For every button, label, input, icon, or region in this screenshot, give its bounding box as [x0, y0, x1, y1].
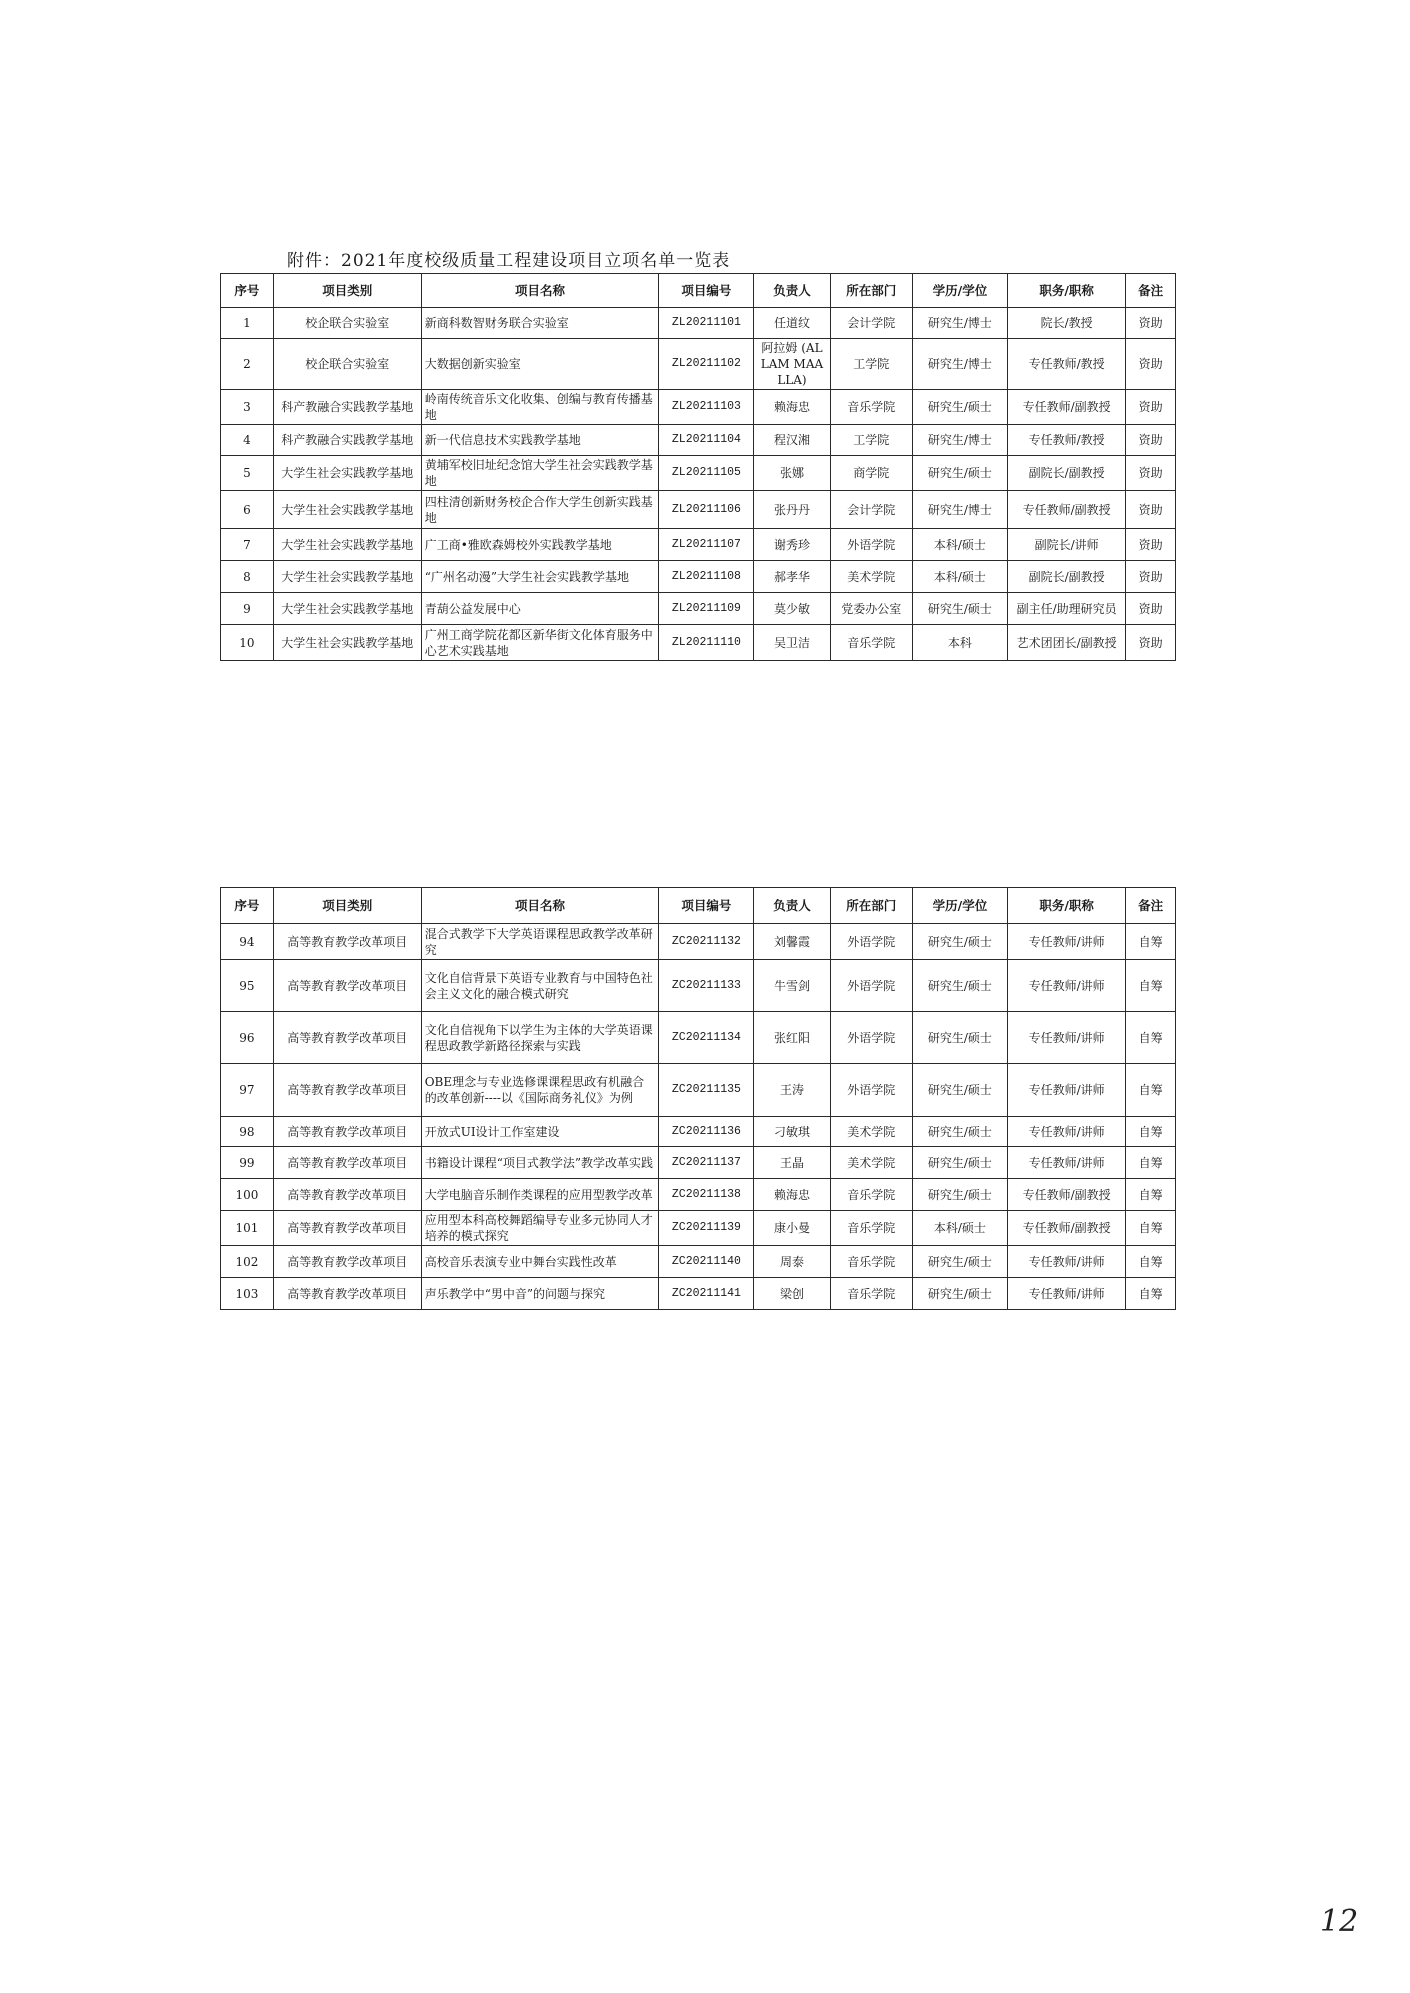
cell-leader: 阿拉姆 (ALLAM MAALLA) [754, 339, 830, 390]
cell-title: 副院长/讲师 [1007, 529, 1125, 561]
cell-name: 书籍设计课程“项目式教学法”教学改革实践 [421, 1147, 659, 1179]
cell-code: ZL20211103 [659, 390, 754, 425]
cell-degree: 研究生/硕士 [912, 1278, 1007, 1310]
cell-title: 专任教师/讲师 [1007, 1117, 1125, 1147]
cell-degree: 研究生/博士 [912, 425, 1007, 456]
cell-title: 副院长/副教授 [1007, 561, 1125, 593]
cell-title: 专任教师/讲师 [1007, 1064, 1125, 1117]
cell-department: 音乐学院 [830, 1278, 912, 1310]
cell-degree: 本科/硕士 [912, 1211, 1007, 1246]
cell-remark: 自筹 [1126, 1147, 1176, 1179]
page-title: 附件：2021年度校级质量工程建设项目立项名单一览表 [287, 251, 731, 271]
cell-name: 大数据创新实验室 [421, 339, 659, 390]
cell-department: 外语学院 [830, 960, 912, 1012]
header-degree: 学历/学位 [912, 274, 1007, 308]
cell-department: 党委办公室 [830, 593, 912, 625]
table-row [221, 1179, 1176, 1211]
cell-leader: 梁创 [754, 1278, 830, 1310]
cell-department: 外语学院 [830, 924, 912, 960]
cell-name: 文化自信背景下英语专业教育与中国特色社会主义文化的融合模式研究 [421, 960, 659, 1012]
cell-degree: 研究生/硕士 [912, 924, 1007, 960]
cell-department: 外语学院 [830, 1064, 912, 1117]
page-number: 12 [1320, 1904, 1359, 1939]
cell-remark: 资助 [1126, 308, 1176, 339]
cell-seq: 9 [221, 593, 274, 625]
cell-degree: 研究生/硕士 [912, 1246, 1007, 1278]
cell-leader: 康小曼 [754, 1211, 830, 1246]
cell-seq: 10 [221, 625, 274, 661]
table-row [221, 1246, 1176, 1278]
cell-title: 院长/教授 [1007, 308, 1125, 339]
cell-remark: 资助 [1126, 625, 1176, 661]
cell-degree: 研究生/硕士 [912, 1147, 1007, 1179]
cell-category: 大学生社会实践教学基地 [273, 456, 421, 491]
cell-degree: 本科 [912, 625, 1007, 661]
table-row [221, 1147, 1176, 1179]
cell-degree: 研究生/硕士 [912, 456, 1007, 491]
cell-title: 专任教师/讲师 [1007, 1278, 1125, 1310]
cell-degree: 研究生/硕士 [912, 1012, 1007, 1064]
cell-category: 科产教融合实践教学基地 [273, 390, 421, 425]
cell-seq: 101 [221, 1211, 274, 1246]
cell-seq: 4 [221, 425, 274, 456]
cell-seq: 6 [221, 491, 274, 529]
cell-name: 大学电脑音乐制作类课程的应用型教学改革 [421, 1179, 659, 1211]
table-row [221, 561, 1176, 593]
cell-name: 岭南传统音乐文化收集、创编与教育传播基地 [421, 390, 659, 425]
cell-name: 四柱清创新财务校企合作大学生创新实践基地 [421, 491, 659, 529]
cell-name: 高校音乐表演专业中舞台实践性改革 [421, 1246, 659, 1278]
table-row [221, 1278, 1176, 1310]
cell-title: 专任教师/副教授 [1007, 1211, 1125, 1246]
cell-seq: 103 [221, 1278, 274, 1310]
cell-degree: 研究生/博士 [912, 339, 1007, 390]
cell-category: 高等教育教学改革项目 [273, 1246, 421, 1278]
table-row [221, 593, 1176, 625]
cell-degree: 研究生/硕士 [912, 390, 1007, 425]
cell-seq: 3 [221, 390, 274, 425]
cell-name: 文化自信视角下以学生为主体的大学英语课程思政教学新路径探索与实践 [421, 1012, 659, 1064]
header-seq: 序号 [221, 888, 274, 924]
cell-leader: 赖海忠 [754, 1179, 830, 1211]
cell-code: ZC20211139 [659, 1211, 754, 1246]
cell-code: ZC20211140 [659, 1246, 754, 1278]
cell-category: 高等教育教学改革项目 [273, 1211, 421, 1246]
cell-category: 大学生社会实践教学基地 [273, 561, 421, 593]
cell-degree: 研究生/硕士 [912, 1117, 1007, 1147]
table-row [221, 456, 1176, 491]
cell-department: 工学院 [830, 339, 912, 390]
cell-name: 声乐教学中“男中音”的问题与探究 [421, 1278, 659, 1310]
cell-code: ZL20211105 [659, 456, 754, 491]
cell-leader: 王涛 [754, 1064, 830, 1117]
cell-leader: 刁敏琪 [754, 1117, 830, 1147]
cell-category: 高等教育教学改革项目 [273, 1117, 421, 1147]
cell-remark: 资助 [1126, 456, 1176, 491]
cell-category: 高等教育教学改革项目 [273, 1064, 421, 1117]
cell-department: 音乐学院 [830, 1211, 912, 1246]
header-name: 项目名称 [421, 888, 659, 924]
cell-seq: 97 [221, 1064, 274, 1117]
cell-name: 广州工商学院花都区新华街文化体育服务中心艺术实践基地 [421, 625, 659, 661]
project-table-2 [220, 887, 1176, 1310]
table-row [221, 1117, 1176, 1147]
table-row [221, 308, 1176, 339]
cell-title: 专任教师/讲师 [1007, 1246, 1125, 1278]
cell-seq: 102 [221, 1246, 274, 1278]
cell-remark: 资助 [1126, 491, 1176, 529]
cell-remark: 自筹 [1126, 1278, 1176, 1310]
cell-leader: 程汉湘 [754, 425, 830, 456]
header-remark: 备注 [1126, 274, 1176, 308]
table-header-row [221, 274, 1176, 308]
cell-title: 专任教师/讲师 [1007, 924, 1125, 960]
cell-department: 音乐学院 [830, 1179, 912, 1211]
cell-category: 大学生社会实践教学基地 [273, 593, 421, 625]
cell-degree: 研究生/博士 [912, 308, 1007, 339]
cell-seq: 7 [221, 529, 274, 561]
cell-leader: 莫少敏 [754, 593, 830, 625]
cell-title: 专任教师/讲师 [1007, 1147, 1125, 1179]
cell-remark: 资助 [1126, 593, 1176, 625]
cell-remark: 自筹 [1126, 1064, 1176, 1117]
cell-code: ZC20211133 [659, 960, 754, 1012]
header-remark: 备注 [1126, 888, 1176, 924]
table-row [221, 339, 1176, 390]
cell-title: 副主任/助理研究员 [1007, 593, 1125, 625]
table-row [221, 491, 1176, 529]
cell-department: 音乐学院 [830, 625, 912, 661]
cell-department: 外语学院 [830, 1012, 912, 1064]
cell-code: ZC20211141 [659, 1278, 754, 1310]
cell-name: “广州名动漫”大学生社会实践教学基地 [421, 561, 659, 593]
header-category: 项目类别 [273, 888, 421, 924]
cell-remark: 资助 [1126, 425, 1176, 456]
cell-code: ZC20211138 [659, 1179, 754, 1211]
cell-remark: 资助 [1126, 529, 1176, 561]
cell-category: 大学生社会实践教学基地 [273, 529, 421, 561]
cell-seq: 100 [221, 1179, 274, 1211]
cell-leader: 牛雪剑 [754, 960, 830, 1012]
cell-leader: 张娜 [754, 456, 830, 491]
table-body [221, 308, 1176, 661]
cell-category: 高等教育教学改革项目 [273, 1012, 421, 1064]
cell-title: 专任教师/讲师 [1007, 960, 1125, 1012]
cell-department: 美术学院 [830, 1147, 912, 1179]
cell-category: 高等教育教学改革项目 [273, 1147, 421, 1179]
cell-remark: 资助 [1126, 561, 1176, 593]
cell-title: 专任教师/教授 [1007, 425, 1125, 456]
cell-code: ZL20211110 [659, 625, 754, 661]
header-name: 项目名称 [421, 274, 659, 308]
cell-remark: 资助 [1126, 390, 1176, 425]
cell-name: 混合式教学下大学英语课程思政教学改革研究 [421, 924, 659, 960]
cell-department: 会计学院 [830, 308, 912, 339]
header-leader: 负责人 [754, 888, 830, 924]
cell-code: ZC20211135 [659, 1064, 754, 1117]
table-header-row [221, 888, 1176, 924]
cell-code: ZL20211102 [659, 339, 754, 390]
table-row [221, 1012, 1176, 1064]
cell-leader: 刘馨霞 [754, 924, 830, 960]
header-title: 职务/职称 [1007, 888, 1125, 924]
cell-category: 大学生社会实践教学基地 [273, 625, 421, 661]
cell-code: ZL20211106 [659, 491, 754, 529]
header-category: 项目类别 [273, 274, 421, 308]
header-code: 项目编号 [659, 888, 754, 924]
header-department: 所在部门 [830, 888, 912, 924]
table-row [221, 425, 1176, 456]
cell-seq: 8 [221, 561, 274, 593]
table-row [221, 924, 1176, 960]
header-department: 所在部门 [830, 274, 912, 308]
cell-remark: 资助 [1126, 339, 1176, 390]
cell-name: 黄埔军校旧址纪念馆大学生社会实践教学基地 [421, 456, 659, 491]
cell-degree: 本科/硕士 [912, 529, 1007, 561]
project-table-1 [220, 273, 1176, 661]
cell-remark: 自筹 [1126, 1211, 1176, 1246]
cell-name: OBE理念与专业选修课课程思政有机融合的改革创新----以《国际商务礼仪》为例 [421, 1064, 659, 1117]
cell-leader: 谢秀珍 [754, 529, 830, 561]
cell-degree: 研究生/硕士 [912, 960, 1007, 1012]
table-row [221, 960, 1176, 1012]
cell-degree: 研究生/硕士 [912, 593, 1007, 625]
header-leader: 负责人 [754, 274, 830, 308]
cell-leader: 张红阳 [754, 1012, 830, 1064]
table-row [221, 1064, 1176, 1117]
cell-category: 科产教融合实践教学基地 [273, 425, 421, 456]
cell-leader: 吴卫洁 [754, 625, 830, 661]
cell-category: 大学生社会实践教学基地 [273, 491, 421, 529]
header-seq: 序号 [221, 274, 274, 308]
cell-title: 专任教师/讲师 [1007, 1012, 1125, 1064]
cell-code: ZL20211107 [659, 529, 754, 561]
cell-department: 美术学院 [830, 561, 912, 593]
table-row [221, 390, 1176, 425]
table-row [221, 1211, 1176, 1246]
cell-remark: 自筹 [1126, 924, 1176, 960]
cell-name: 青葫公益发展中心 [421, 593, 659, 625]
cell-leader: 周泰 [754, 1246, 830, 1278]
cell-seq: 94 [221, 924, 274, 960]
cell-degree: 研究生/博士 [912, 491, 1007, 529]
cell-department: 商学院 [830, 456, 912, 491]
cell-degree: 本科/硕士 [912, 561, 1007, 593]
cell-name: 开放式UI设计工作室建设 [421, 1117, 659, 1147]
cell-department: 工学院 [830, 425, 912, 456]
cell-code: ZL20211108 [659, 561, 754, 593]
cell-category: 高等教育教学改革项目 [273, 1179, 421, 1211]
cell-leader: 赖海忠 [754, 390, 830, 425]
cell-title: 艺术团团长/副教授 [1007, 625, 1125, 661]
cell-remark: 自筹 [1126, 1012, 1176, 1064]
cell-category: 校企联合实验室 [273, 308, 421, 339]
cell-title: 专任教师/教授 [1007, 339, 1125, 390]
cell-department: 外语学院 [830, 529, 912, 561]
cell-seq: 98 [221, 1117, 274, 1147]
cell-degree: 研究生/硕士 [912, 1179, 1007, 1211]
cell-seq: 5 [221, 456, 274, 491]
cell-leader: 任道纹 [754, 308, 830, 339]
cell-remark: 自筹 [1126, 960, 1176, 1012]
cell-code: ZC20211132 [659, 924, 754, 960]
cell-code: ZL20211101 [659, 308, 754, 339]
cell-seq: 95 [221, 960, 274, 1012]
table-row [221, 625, 1176, 661]
table-row [221, 529, 1176, 561]
header-title: 职务/职称 [1007, 274, 1125, 308]
cell-title: 专任教师/副教授 [1007, 390, 1125, 425]
cell-seq: 1 [221, 308, 274, 339]
cell-title: 专任教师/副教授 [1007, 1179, 1125, 1211]
cell-name: 新商科数智财务联合实验室 [421, 308, 659, 339]
cell-degree: 研究生/硕士 [912, 1064, 1007, 1117]
cell-leader: 郝孝华 [754, 561, 830, 593]
cell-department: 会计学院 [830, 491, 912, 529]
cell-code: ZC20211137 [659, 1147, 754, 1179]
cell-name: 新一代信息技术实践教学基地 [421, 425, 659, 456]
cell-remark: 自筹 [1126, 1179, 1176, 1211]
cell-remark: 自筹 [1126, 1117, 1176, 1147]
cell-code: ZC20211134 [659, 1012, 754, 1064]
cell-leader: 张丹丹 [754, 491, 830, 529]
cell-name: 广工商•雅欧森姆校外实践教学基地 [421, 529, 659, 561]
cell-category: 校企联合实验室 [273, 339, 421, 390]
header-degree: 学历/学位 [912, 888, 1007, 924]
cell-name: 应用型本科高校舞蹈编导专业多元协同人才培养的模式探究 [421, 1211, 659, 1246]
cell-title: 副院长/副教授 [1007, 456, 1125, 491]
cell-seq: 96 [221, 1012, 274, 1064]
cell-category: 高等教育教学改革项目 [273, 924, 421, 960]
cell-category: 高等教育教学改革项目 [273, 1278, 421, 1310]
cell-seq: 99 [221, 1147, 274, 1179]
cell-department: 音乐学院 [830, 390, 912, 425]
cell-title: 专任教师/副教授 [1007, 491, 1125, 529]
cell-code: ZL20211104 [659, 425, 754, 456]
cell-leader: 王晶 [754, 1147, 830, 1179]
cell-department: 美术学院 [830, 1117, 912, 1147]
cell-department: 音乐学院 [830, 1246, 912, 1278]
cell-seq: 2 [221, 339, 274, 390]
cell-code: ZL20211109 [659, 593, 754, 625]
cell-category: 高等教育教学改革项目 [273, 960, 421, 1012]
header-code: 项目编号 [659, 274, 754, 308]
cell-code: ZC20211136 [659, 1117, 754, 1147]
table-body [221, 924, 1176, 1310]
cell-remark: 自筹 [1126, 1246, 1176, 1278]
